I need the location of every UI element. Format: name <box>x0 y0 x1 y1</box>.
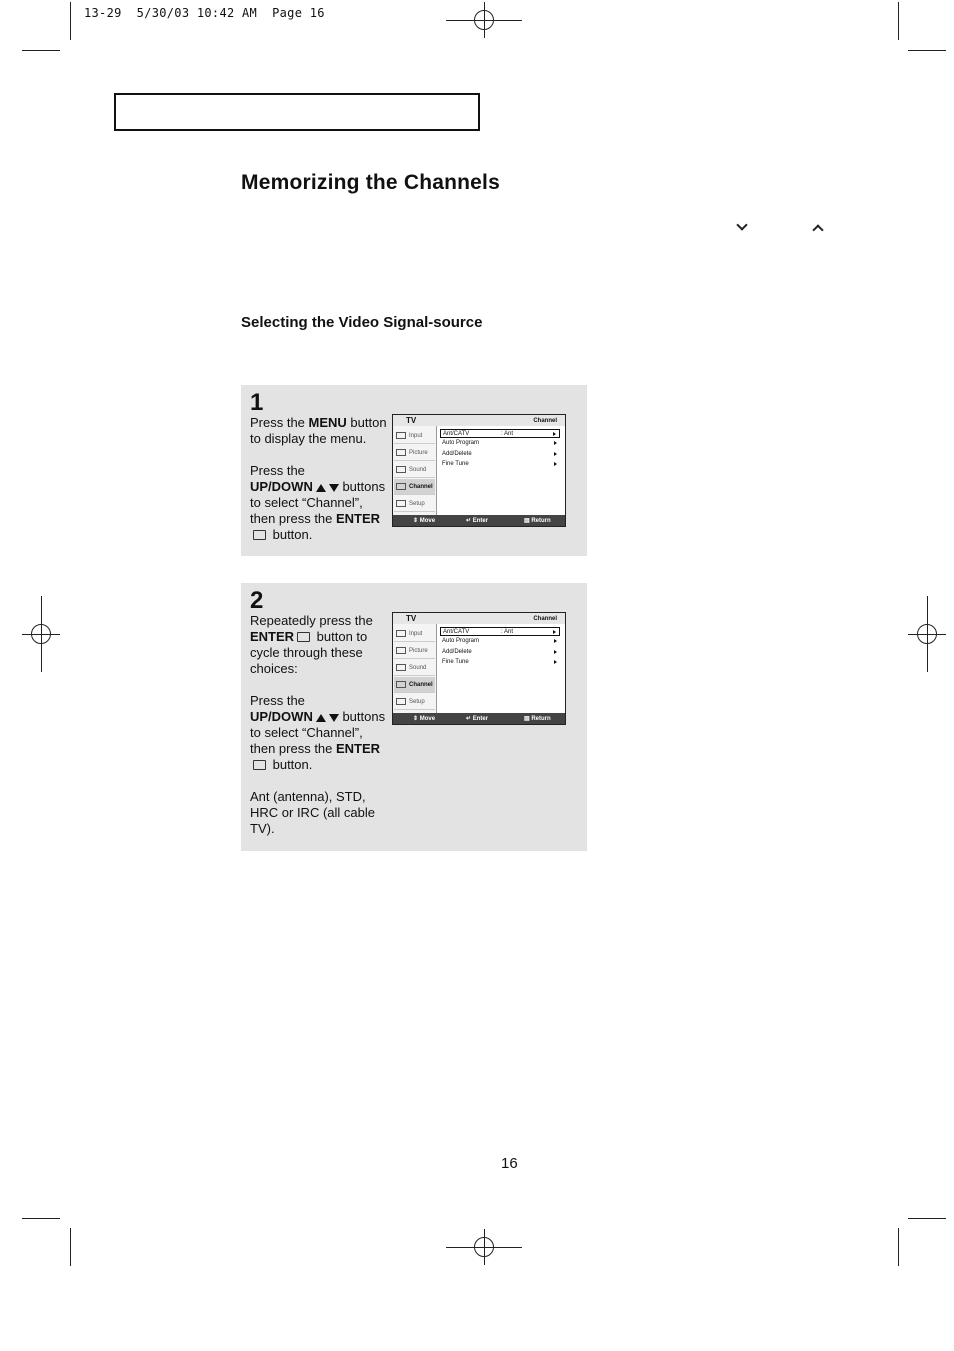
input-icon <box>396 630 406 637</box>
sidebar-item-picture <box>394 445 435 461</box>
arrow-right-icon <box>553 630 556 634</box>
sidebar-item-setup <box>394 496 435 512</box>
tv-menu-screenshot <box>392 612 566 725</box>
registration-circle <box>31 624 51 644</box>
down-arrow-icon <box>329 484 339 492</box>
tv-menu-screenshot <box>392 414 566 527</box>
enter-icon <box>297 632 310 642</box>
sidebar-item-label: Setup <box>409 699 425 705</box>
key-label: ENTER <box>336 741 381 756</box>
menu-item-label: Fine Tune <box>442 460 469 467</box>
footer-move: ⇕ Move <box>413 716 436 722</box>
menu-item <box>440 429 560 438</box>
picture-icon <box>396 449 406 456</box>
enter-icon <box>253 760 266 770</box>
menu-item-value: : Ant <box>501 629 514 635</box>
key-label: ENTER <box>250 629 295 644</box>
sidebar-item-input <box>394 428 435 444</box>
crop-mark <box>70 2 71 40</box>
crop-mark <box>70 1228 71 1266</box>
tv-menu-header <box>393 415 565 426</box>
menu-title: Channel <box>533 418 557 424</box>
menu-item <box>440 648 560 657</box>
arrow-right-icon <box>554 452 557 456</box>
section-title: Selecting the Video Signal-source <box>241 314 483 331</box>
sidebar-item-channel <box>394 677 435 693</box>
menu-item-label: Ant/CATV <box>443 629 470 635</box>
arrow-right-icon <box>554 660 557 664</box>
crop-mark <box>898 1228 899 1266</box>
key-label: ENTER <box>336 511 381 526</box>
menu-title: Channel <box>533 616 557 622</box>
menu-item-label: Ant/CATV <box>443 431 470 437</box>
tv-menu-footer <box>393 713 565 724</box>
sidebar-item-sound <box>394 660 435 676</box>
tv-menu-footer <box>393 515 565 526</box>
setup-icon <box>396 698 406 705</box>
header-box <box>114 93 480 131</box>
menu-item <box>440 627 560 636</box>
key-label: UP/DOWN <box>250 479 313 494</box>
menu-item-label: Auto Program <box>442 440 480 447</box>
input-icon <box>396 432 406 439</box>
arrow-right-icon <box>554 462 557 466</box>
menu-item <box>440 460 560 469</box>
footer-enter: ↵ Enter <box>466 716 489 722</box>
sidebar-item-label: Sound <box>409 467 427 473</box>
sound-icon <box>396 664 406 671</box>
sidebar-item-label: Sound <box>409 665 427 671</box>
channel-icon <box>396 483 406 490</box>
arrow-right-icon <box>553 432 556 436</box>
sidebar-item-label: Channel <box>409 682 433 688</box>
sidebar-item-sound <box>394 462 435 478</box>
footer-return: ▤ Return <box>524 518 551 524</box>
step-text <box>250 415 390 559</box>
footer-enter: ↵ Enter <box>466 518 489 524</box>
step-box-1 <box>241 385 587 556</box>
tv-menu-sidebar <box>393 624 437 713</box>
step-text <box>250 613 390 853</box>
chevron-up-icon <box>812 224 823 235</box>
menu-item-value: : Ant <box>501 431 514 437</box>
sidebar-item-setup <box>394 694 435 710</box>
menu-item-label: Auto Program <box>442 638 480 645</box>
menu-item <box>440 450 560 459</box>
registration-circle <box>917 624 937 644</box>
sidebar-item-label: Input <box>409 433 423 439</box>
tv-menu-sidebar <box>393 426 437 515</box>
picture-icon <box>396 647 406 654</box>
key-label: UP/DOWN <box>250 709 313 724</box>
chevron-down-icon <box>736 219 747 230</box>
crop-mark <box>898 2 899 40</box>
menu-item <box>440 658 560 667</box>
registration-circle <box>474 10 494 30</box>
menu-item-label: Add/Delete <box>442 648 472 655</box>
step-number: 2 <box>250 587 264 614</box>
page-number: 16 <box>501 1155 518 1172</box>
sidebar-item-label: Picture <box>409 450 428 456</box>
arrow-right-icon <box>554 441 557 445</box>
tv-menu-header <box>393 613 565 624</box>
registration-circle <box>474 1237 494 1257</box>
enter-icon <box>253 530 266 540</box>
step-paragraph: Press the UP/DOWN buttons to select “Channel”, then press the ENTER button. <box>250 463 386 542</box>
print-header: 13-29 5/30/03 10:42 AM Page 16 <box>84 6 325 20</box>
key-label: MENU <box>308 415 347 430</box>
arrow-right-icon <box>554 639 557 643</box>
sidebar-item-label: Channel <box>409 484 433 490</box>
arrow-right-icon <box>554 650 557 654</box>
step-paragraph: Repeatedly press the ENTER button to cycle through these choices: <box>250 613 373 676</box>
sidebar-item-picture <box>394 643 435 659</box>
up-arrow-icon <box>316 714 326 722</box>
up-arrow-icon <box>316 484 326 492</box>
menu-item <box>440 637 560 646</box>
channel-icon <box>396 681 406 688</box>
tv-label: TV <box>406 614 417 623</box>
step-number: 1 <box>250 389 264 416</box>
sidebar-item-channel <box>394 479 435 495</box>
menu-item <box>440 439 560 448</box>
sidebar-item-label: Input <box>409 631 423 637</box>
sidebar-item-label: Setup <box>409 501 425 507</box>
down-arrow-icon <box>329 714 339 722</box>
crop-mark <box>22 50 60 51</box>
crop-mark <box>22 1218 60 1219</box>
step-paragraph: Ant (antenna), STD, HRC or IRC (all cable TV). <box>250 789 375 836</box>
setup-icon <box>396 500 406 507</box>
sound-icon <box>396 466 406 473</box>
sidebar-item-input <box>394 626 435 642</box>
step-paragraph: Press the UP/DOWN buttons to select “Channel”, then press the ENTER button. <box>250 693 386 772</box>
menu-item-label: Add/Delete <box>442 450 472 457</box>
sidebar-item-label: Picture <box>409 648 428 654</box>
footer-move: ⇕ Move <box>413 518 436 524</box>
tv-label: TV <box>406 416 417 425</box>
step-box-2 <box>241 583 587 851</box>
footer-return: ▤ Return <box>524 716 551 722</box>
step-paragraph: Press the MENU button to display the menu. <box>250 415 387 446</box>
crop-mark <box>908 50 946 51</box>
menu-item-label: Fine Tune <box>442 658 469 665</box>
page-title: Memorizing the Channels <box>241 171 500 194</box>
crop-mark <box>908 1218 946 1219</box>
